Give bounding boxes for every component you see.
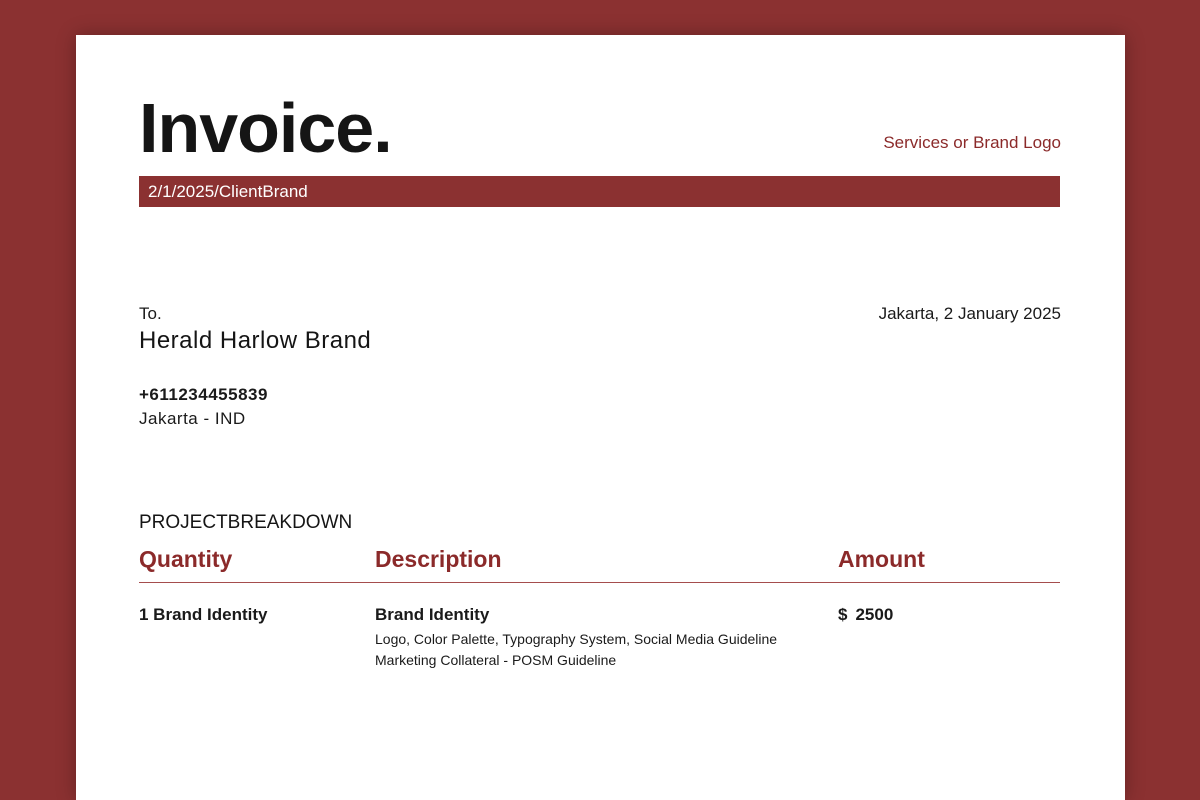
item-amount <box>838 605 893 625</box>
item-description <box>375 605 815 668</box>
invoice-place-date: Jakarta, 2 January 2025 <box>878 304 1061 323</box>
invoice-reference: 2/1/2025/ClientBrand <box>148 182 308 201</box>
invoice-reference-bar <box>139 176 1060 207</box>
recipient-label: To. <box>139 304 162 323</box>
invoice-title: Invoice. <box>139 89 392 167</box>
quantity-column-header: Quantity <box>139 546 233 572</box>
recipient-name: Herald Harlow Brand <box>139 327 372 354</box>
item-quantity: 1 Brand Identity <box>139 605 268 624</box>
currency-symbol: $ <box>838 605 848 624</box>
amount-column-header: Amount <box>838 546 925 572</box>
brand-logo-placeholder: Services or Brand Logo <box>883 133 1061 152</box>
amount-value: 2500 <box>855 605 894 624</box>
table-header-divider <box>139 582 1060 583</box>
recipient-phone: +611234455839 <box>139 385 268 404</box>
description-column-header: Description <box>375 546 502 572</box>
item-title: Brand Identity <box>375 605 490 624</box>
invoice-sheet <box>76 35 1125 800</box>
recipient-city: Jakarta - IND <box>139 409 246 428</box>
breakdown-title: PROJECTBREAKDOWN <box>139 512 353 533</box>
item-detail-line: Marketing Collateral - POSM Guideline <box>375 652 617 668</box>
item-detail-line: Logo, Color Palette, Typography System, Social Media Guideline <box>375 631 778 647</box>
